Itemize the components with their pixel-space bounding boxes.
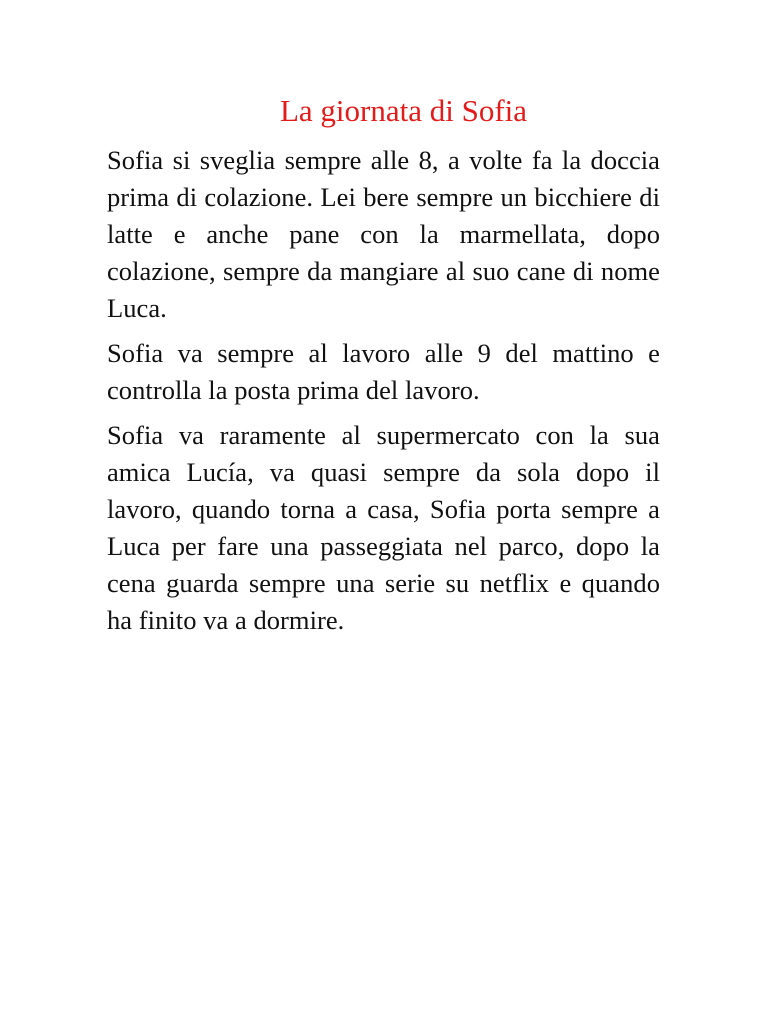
paragraph-morning: Sofia si sveglia sempre alle 8, a volte fa la doccia prima di colazione. Lei bere sempre un bicchiere di latte e anche pane con la marmellata, dopo colazione, sempre da mangiare al suo cane di nome Luca.: [107, 145, 660, 323]
document-page: [107, 88, 660, 647]
paragraph-evening: Sofia va raramente al supermercato con la sua amica Lucía, va quasi sempre da sola dopo il lavoro, quando torna a casa, Sofia porta sempre a Luca per fare una passeggiata nel parco, dopo la cena guarda sempre una serie su netflix e quando ha finito va a dormire.: [107, 420, 660, 635]
document-title: La giornata di Sofia: [279, 93, 528, 128]
paragraph-work: Sofia va sempre al lavoro alle 9 del mattino e controlla la posta prima del lavoro.: [107, 338, 660, 405]
